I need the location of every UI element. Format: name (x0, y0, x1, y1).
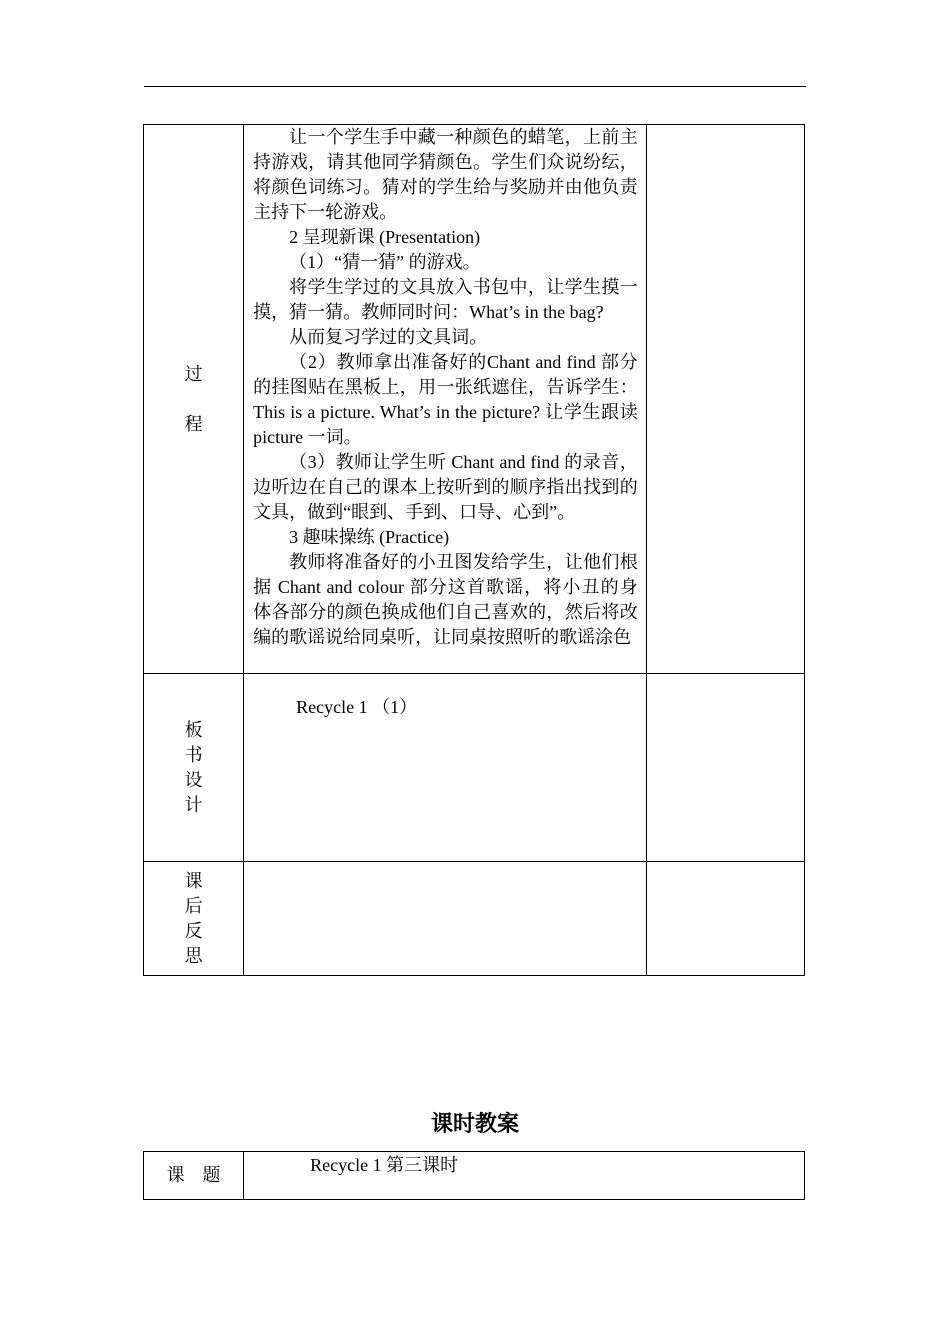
reflection-content (244, 862, 647, 976)
section-title: 课时教案 (430, 1112, 519, 1137)
paragraph: 3 趣味操练 (Practice) (289, 527, 450, 547)
process-label (144, 125, 244, 674)
paragraph: （2）教师拿出准备好的Chant and find 部分的挂图贴在黑板上，用一张纸遮住，告诉学生：This is a picture. What’s in the picture? 让学生跟读 picture 一词。 (253, 352, 638, 447)
topic-text: Recycle 1 第三课时 (310, 1155, 459, 1175)
label-char: 书 (184, 744, 203, 765)
label-char: 课 (184, 870, 203, 891)
table-row-topic (144, 1152, 805, 1200)
lesson-plan-table (143, 124, 805, 976)
table-row-process (144, 125, 805, 674)
notes-cell (646, 125, 804, 674)
lesson-topic-table (143, 1151, 805, 1200)
label-char: 反 (184, 920, 203, 941)
board-design-label (144, 674, 244, 862)
topic-label: 课 题 (144, 1152, 244, 1200)
label-char: 思 (184, 945, 203, 966)
process-content (244, 125, 647, 674)
notes-cell (646, 862, 804, 976)
header-rule (144, 86, 806, 87)
board-design-content (244, 674, 647, 862)
label-char: 程 (184, 413, 203, 434)
paragraph: 2 呈现新课 (Presentation) (289, 227, 481, 247)
table-row-board-design (144, 674, 805, 862)
paragraph: 让一个学生手中藏一种颜色的蜡笔，上前主持游戏，请其他同学猜颜色。学生们众说纷纭，将颜色词练习。猜对的学生给与奖励并由他负责主持下一轮游戏。 (253, 127, 638, 222)
paragraph: 从而复习学过的文具词。 (289, 327, 488, 347)
paragraph: 教师将准备好的小丑图发给学生，让他们根据 Chant and colour 部分这首歌谣，将小丑的身体各部分的颜色换成他们自己喜欢的，然后将改编的歌谣说给同桌听，让同桌按照听的歌谣涂色 (253, 552, 638, 647)
label-char: 计 (184, 794, 203, 815)
paragraph: （3）教师让学生听 Chant and find 的录音，边听边在自己的课本上按听到的顺序指出找到的文具，做到“眼到、手到、口导、心到”。 (253, 452, 638, 522)
reflection-label (144, 862, 244, 976)
paragraph: 将学生学过的文具放入书包中，让学生摸一摸，猜一猜。教师同时问：What’s in the bag? (253, 277, 638, 322)
topic-content (244, 1152, 805, 1200)
paragraph: （1）“猜一猜” 的游戏。 (289, 252, 481, 272)
label-char: 过 (184, 363, 203, 384)
label-char: 后 (184, 895, 203, 916)
notes-cell (646, 674, 804, 862)
label-char: 板 (184, 719, 203, 740)
table-row-reflection (144, 862, 805, 976)
label-char: 设 (184, 769, 203, 790)
board-design-text: Recycle 1 （1） (296, 697, 418, 717)
